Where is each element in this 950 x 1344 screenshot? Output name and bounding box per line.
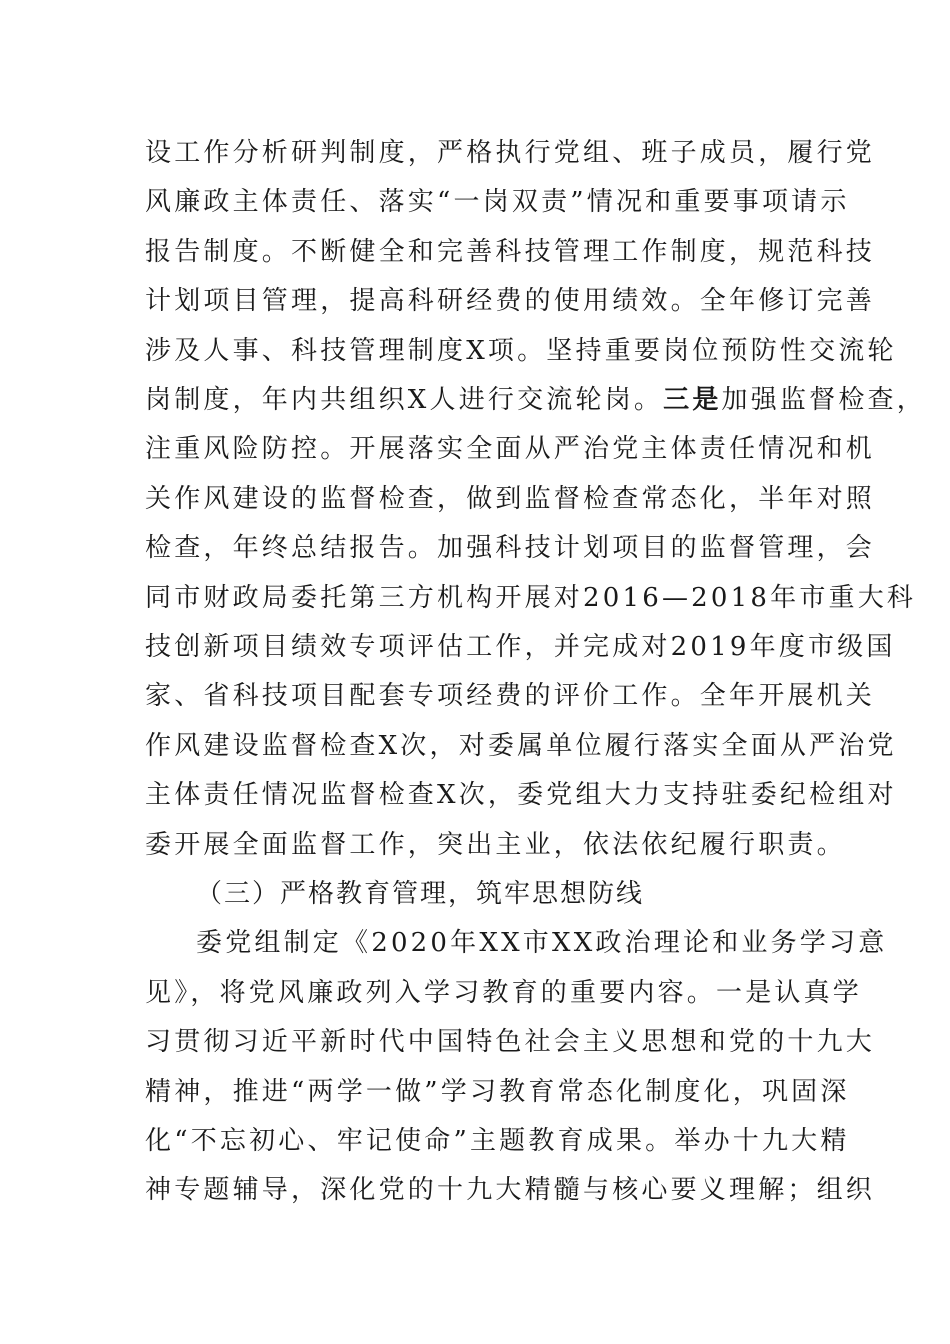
text-segment: 加强监督检查， [721, 385, 926, 415]
text-line [145, 825, 846, 865]
text-line [145, 479, 876, 519]
text-line [145, 1022, 876, 1062]
text-line [145, 676, 876, 716]
text-line [196, 923, 888, 963]
text-segment: 注重风险防控。开展落实全面从严治党主体责任情况和机 [145, 434, 876, 464]
text-segment: 委党组制定《2020年XX市XX政治理论和业务学习意 [196, 928, 888, 958]
text-line [145, 1121, 850, 1161]
section-heading [196, 874, 866, 914]
text-line [145, 281, 876, 321]
text-segment: （三）严格教育管理，筑牢思想防线 [196, 879, 645, 909]
text-line [145, 1170, 876, 1210]
text-line [145, 578, 917, 618]
text-line [145, 726, 897, 766]
text-segment: 设工作分析研判制度，严格执行党组、班子成员，履行党 [145, 138, 876, 168]
text-segment: 涉及人事、科技管理制度X项。坚持重要岗位预防性交流轮 [145, 336, 897, 366]
text-segment: 报告制度。不断健全和完善科技管理工作制度，规范科技 [145, 237, 876, 267]
text-line [145, 232, 876, 272]
text-line [145, 429, 876, 469]
text-line [145, 331, 897, 371]
text-segment: 主体责任情况监督检查X次，委党组大力支持驻委纪检组对 [145, 780, 897, 810]
text-segment: 检查，年终总结报告。加强科技计划项目的监督管理，会 [145, 533, 876, 563]
text-segment: 化“不忘初心、牢记使命”主题教育成果。举办十九大精 [145, 1126, 850, 1156]
text-segment: 岗制度，年内共组织X人进行交流轮岗。 [145, 385, 664, 415]
text-segment: 计划项目管理，提高科研经费的使用绩效。全年修订完善 [145, 286, 876, 316]
text-segment: 习贯彻习近平新时代中国特色社会主义思想和党的十九大 [145, 1027, 876, 1057]
text-segment: 精神，推进“两学一做”学习教育常态化制度化，巩固深 [145, 1077, 850, 1107]
text-line [145, 182, 850, 222]
text-line [145, 380, 926, 420]
bold-text: 三是 [663, 385, 722, 415]
text-line [145, 775, 897, 815]
text-segment: 委开展全面监督工作，突出主业，依法依纪履行职责。 [145, 830, 846, 860]
text-segment: 见》，将党风廉政列入学习教育的重要内容。一是认真学 [145, 978, 863, 1008]
text-line [145, 133, 876, 173]
text-segment: 作风建设监督检查X次，对委属单位履行落实全面从严治党 [145, 731, 897, 761]
text-segment: 神专题辅导，深化党的十九大精髓与核心要义理解；组织 [145, 1175, 876, 1205]
text-segment: 技创新项目绩效专项评估工作，并完成对2019年度市级国 [145, 632, 896, 662]
text-segment: 关作风建设的监督检查，做到监督检查常态化，半年对照 [145, 484, 876, 514]
text-line [145, 528, 876, 568]
text-segment: 风廉政主体责任、落实“一岗双责”情况和重要事项请示 [145, 187, 850, 217]
text-line [145, 1072, 850, 1112]
text-line [145, 973, 863, 1013]
text-segment: 同市财政局委托第三方机构开展对2016—2018年市重大科 [145, 583, 917, 613]
text-line [145, 627, 896, 667]
text-segment: 家、省科技项目配套专项经费的评价工作。全年开展机关 [145, 681, 876, 711]
